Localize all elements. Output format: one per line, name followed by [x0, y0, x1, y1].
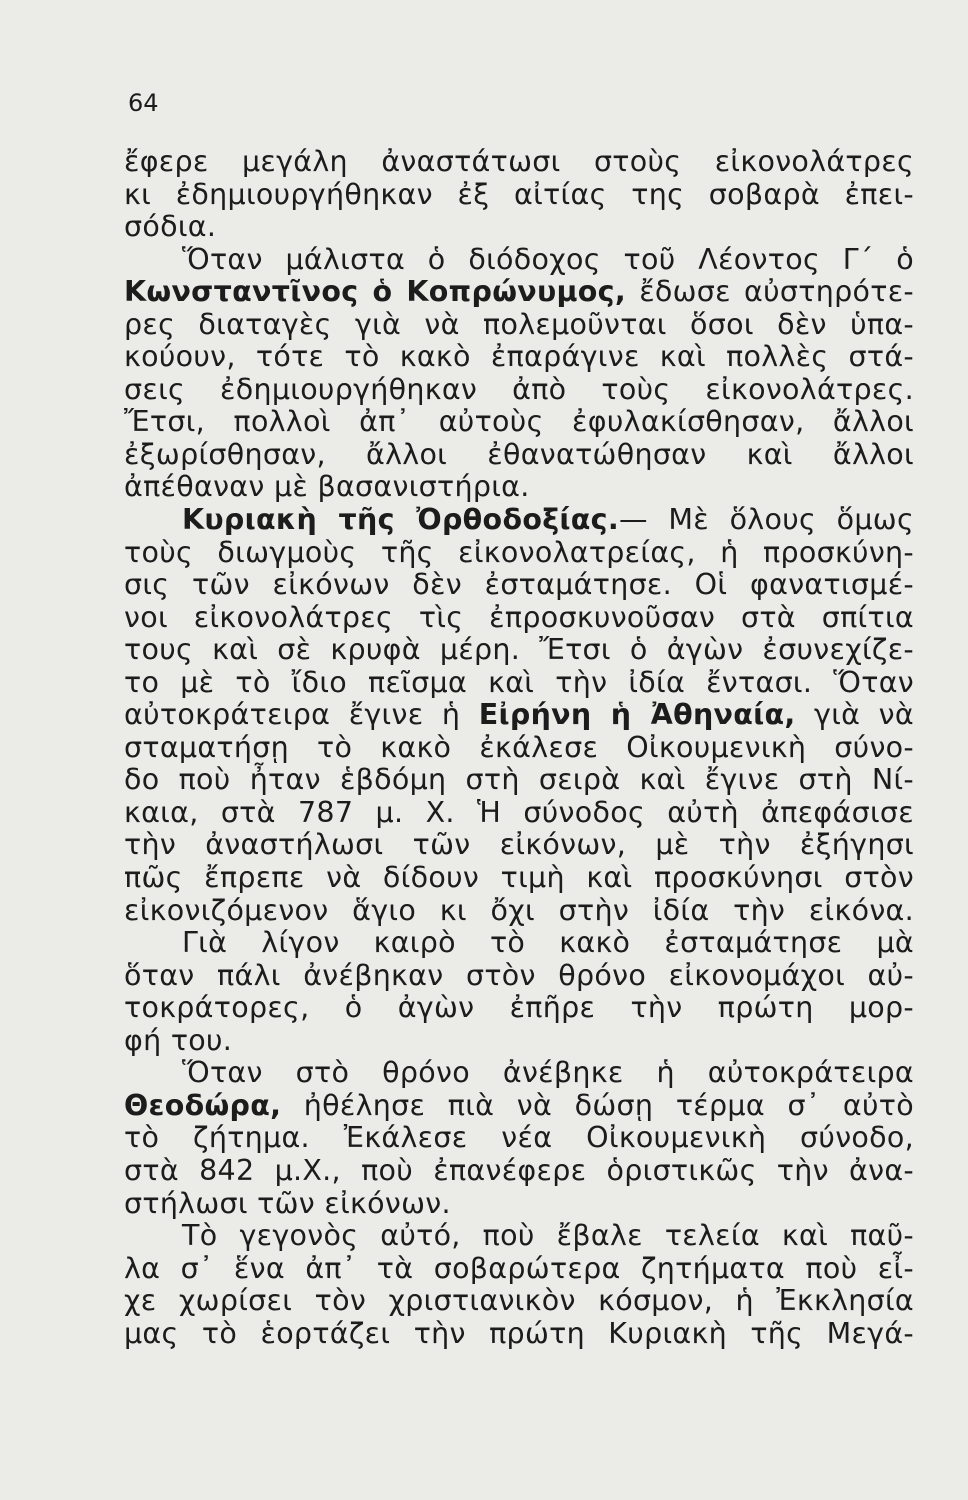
text-line: κούουν, τότε τὸ κακὸ ἐπαράγινε καὶ πολλὲς στά-: [124, 340, 914, 374]
text-line: τὴν ἀναστήλωσι τῶν εἰκόνων, μὲ τὴν ἐξήγησι: [124, 828, 914, 862]
text-line: ὅταν πάλι ἀνέβηκαν στὸν θρόνο εἰκονομάχοι αὐ-: [124, 958, 914, 992]
text-line: ρες διαταγὲς γιὰ νὰ πολεμοῦνται ὅσοι δὲν ὑπα-: [124, 307, 914, 341]
text-line: [124, 276, 914, 309]
text-line: [124, 699, 914, 732]
text-line: στὰ 842 μ.Χ., ποὺ ἐπανέφερε ὁριστικῶς τὴν ἀνα-: [124, 1153, 914, 1187]
text-segment: ἠθέλησε πιὰ νὰ δώσῃ τέρμα σ᾽ αὐτὸ: [281, 1088, 914, 1122]
text-line: πῶς ἔπρεπε νὰ δίδουν τιμὴ καὶ προσκύνησι στὸν: [124, 861, 914, 895]
text-line: Ἔτσι, πολλοὶ ἀπ᾽ αὐτοὺς ἐφυλακίσθησαν, ἄλλοι: [124, 405, 914, 439]
text-line: [124, 1090, 914, 1123]
text-line: εἰκονιζόμενον ἅγιο κι ὄχι στὴν ἰδία τὴν εἰκόνα.: [124, 893, 914, 927]
text-line: ἀπέθαναν μὲ βασανιστήρια.: [124, 470, 530, 504]
text-line: δο ποὺ ἦταν ἑβδόμη στὴ σειρὰ καὶ ἔγινε στὴ Νί-: [124, 763, 914, 797]
text-line: Ὅταν στὸ θρόνο ἀνέβηκε ἡ αὐτοκράτειρα: [182, 1056, 914, 1090]
text-line: Ὅταν μάλιστα ὁ διόδοχος τοῦ Λέοντος Γ΄ ὁ: [182, 242, 914, 276]
text-line: τους καὶ σὲ κρυφὰ μέρη. Ἔτσι ὁ ἀγὼν ἐσυνεχίζε-: [124, 633, 914, 667]
text-line: τοὺς διωγμοὺς τῆς εἰκονολατρείας, ἡ προσκύνη-: [124, 535, 914, 569]
text-line: [124, 504, 914, 537]
text-line: στήλωσι τῶν εἰκόνων.: [124, 1186, 451, 1220]
text-line: Τὸ γεγονὸς αὐτό, ποὺ ἔβαλε τελεία καὶ παῦ-: [182, 1219, 914, 1253]
text-segment: ἔδωσε αὐστηρότε-: [626, 275, 914, 309]
text-line: ἐξωρίσθησαν, ἄλλοι ἐθανατώθησαν καὶ ἄλλοι: [124, 437, 914, 471]
text-line: μας τὸ ἑορτάζει τὴν πρώτη Κυριακὴ τῆς Μεγά-: [124, 1316, 914, 1350]
text-line: σεις ἐδημιουργήθηκαν ἀπὸ τοὺς εἰκονολάτρες.: [124, 372, 914, 406]
text-segment: αὐτοκράτειρα ἔγινε ἡ: [124, 698, 479, 732]
text-line: χε χωρίσει τὸν χριστιανικὸν κόσμον, ἡ Ἐκκλησία: [124, 1284, 914, 1318]
empress-name: Θεοδώρα,: [124, 1088, 282, 1122]
text-line: τὸ ζήτημα. Ἐκάλεσε νέα Οἰκουμενικὴ σύνοδο,: [124, 1121, 914, 1155]
body-text: [124, 146, 914, 1350]
text-line: ἔφερε μεγάλη ἀναστάτωσι στοὺς εἰκονολάτρες: [124, 145, 914, 178]
page-number: 64: [128, 89, 159, 117]
text-line: καια, στὰ 787 μ. Χ. Ἡ σύνοδος αὐτὴ ἀπεφάσισε: [124, 795, 914, 829]
text-line: νοι εἰκονολάτρες τὶς ἐπροσκυνοῦσαν στὰ σπίτια: [124, 600, 914, 634]
text-line: σταματήσῃ τὸ κακὸ ἐκάλεσε Οἰκουμενικὴ σύνο-: [124, 730, 914, 764]
empress-name: Εἰρήνη ἡ Ἀθηναία,: [478, 698, 796, 732]
emperor-name: Κωνσταντῖνος ὁ Κοπρώνυμος,: [124, 275, 627, 309]
text-line: τοκράτορες, ὁ ἀγὼν ἐπῆρε τὴν πρώτη μορ-: [124, 991, 914, 1025]
text-line: το μὲ τὸ ἴδιο πεῖσμα καὶ τὴν ἰδία ἔντασι. Ὅταν: [124, 665, 914, 699]
text-line: φή του.: [124, 1023, 233, 1057]
text-line: κι ἐδημιουργήθηκαν ἐξ αἰτίας της σοβαρὰ ἐπει-: [124, 177, 914, 211]
section-heading: Κυριακὴ τῆς Ὀρθοδοξίας.: [182, 503, 619, 537]
text-line: σις τῶν εἰκόνων δὲν ἐσταμάτησε. Οἱ φανατισμέ-: [124, 568, 914, 602]
text-line: λα σ᾽ ἕνα ἀπ᾽ τὰ σοβαρώτερα ζητήματα ποὺ εἶ-: [124, 1251, 914, 1285]
text-segment: — Μὲ ὅλους ὅμως: [618, 503, 914, 537]
text-segment: γιὰ νὰ: [795, 698, 914, 732]
text-line: Γιὰ λίγον καιρὸ τὸ κακὸ ἐσταμάτησε μὰ: [182, 926, 914, 960]
text-line: σόδια.: [124, 210, 217, 244]
